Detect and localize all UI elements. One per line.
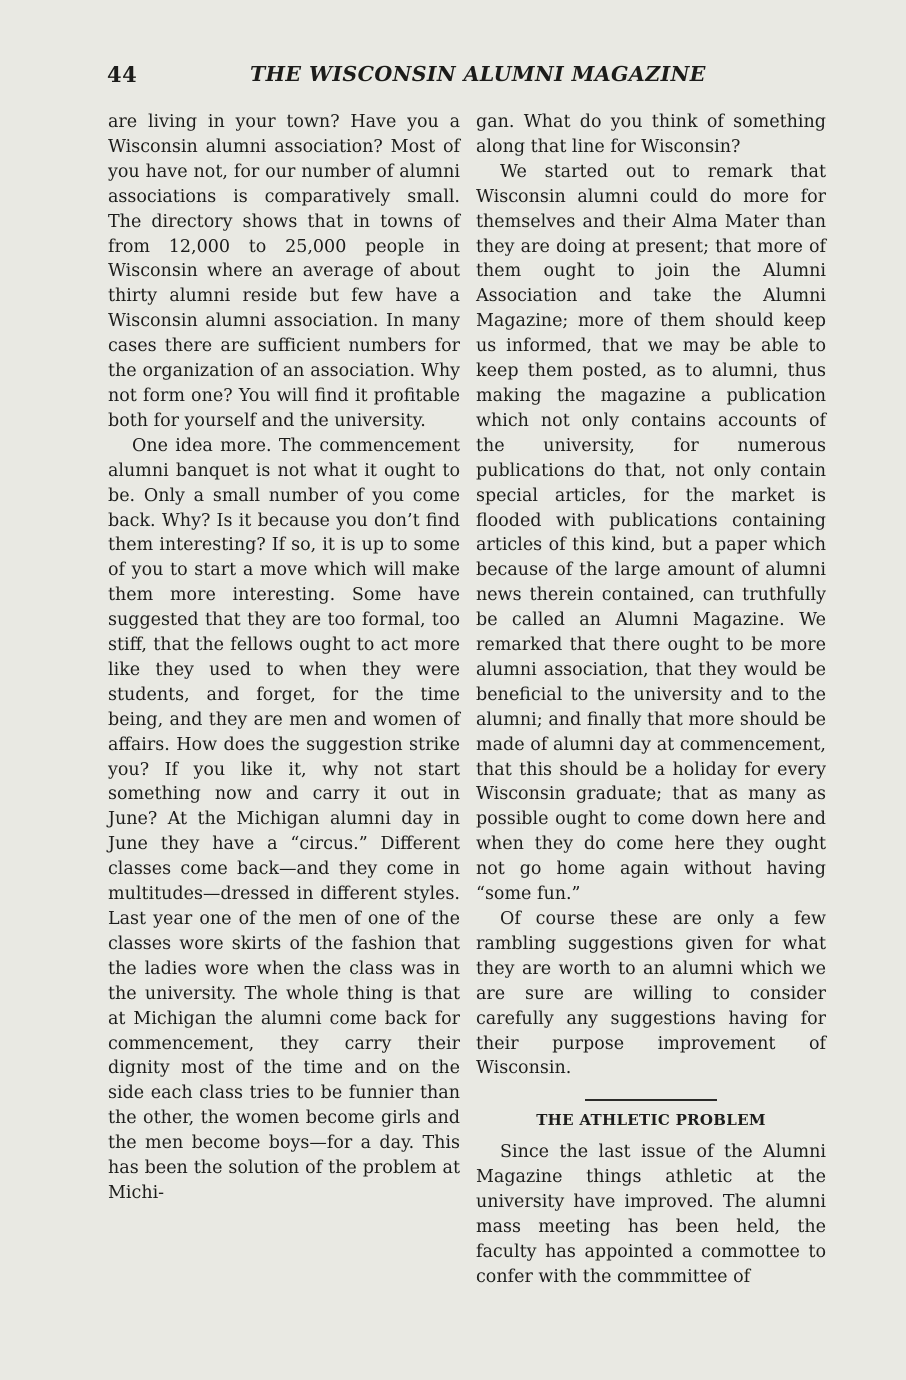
paragraph: Of course these are only a few rambling suggestions given for what they are worth to an alumni which we are sure are willing to consider carefully any suggestions having for their purpose improvement of Wisconsin.	[476, 909, 826, 1079]
paragraph: gan. What do you think of something along that line for Wisconsin?	[476, 112, 826, 157]
paragraph: are living in your town? Have you a Wisconsin alumni association? Most of you have not, for our number of alumni associations is comparatively small. The directory shows that in towns of from 12,000 to 25,000 people in Wisconsin where an average of about thirty alumni reside but few have a Wisconsin alumni association. In many cases there are sufficient numbers for the organization of an association. Why not form one? You will find it profitable both for yourself and the university.	[108, 112, 460, 431]
left-column	[108, 110, 460, 1206]
section-heading: THE ATHLETIC PROBLEM	[536, 1111, 766, 1130]
page-number: 44	[107, 62, 138, 87]
paragraph: We started out to remark that Wisconsin alumni could do more for themselves and their Alma Mater than they are doing at present; that more of them ought to join the Alumni Association and take the Alumni Magazine; more of them should keep us informed, that we may be able to keep them posted, as to alumni, thus making the magazine a publication which not only contains accounts of the university, for numerous publications do that, not only contain special articles, for the market is flooded with publications containing articles of this kind, but a paper which because of the large amount of alumni news therein contained, can truthfully be called an Alumni Magazine. We remarked that there ought to be more alumni association, that they would be beneficial to the university and to the alumni; and finally that more should be made of alumni day at commencement, that this should be a holiday for every Wisconsin graduate; that as many as possible ought to come down here and when they do come here they ought not go home again without having “some fun.”	[476, 161, 826, 905]
paragraph: One idea more. The commencement alumni banquet is not what it ought to be. Only a small number of you come back. Why? Is it because you don’t find them interesting? If so, it is up to some of you to start a move which will make them more interesting. Some have suggested that they are too formal, too stiff, that the fellows ought to act more like they used to when they were students, and forget, for the time being, and they are men and women of affairs. How does the suggestion strike you? If you like it, why not start something now and carry it out in June? At the Michigan alumni day in June they have a “circus.” Different classes come back—and they come in multitudes—dressed in different styles. Last year one of the men of one of the classes wore skirts of the fashion that the ladies wore when the class was in the university. The whole thing is that at Michigan the alumni come back for commencement, they carry their dignity most of the time and on the side each class tries to be funnier than the other, the women become girls and the men become boys—for a day. This has been the solution of the problem at Michi-	[108, 435, 460, 1203]
paragraph: Since the last issue of the Alumni Magazine things athletic at the university have improved. The alumni mass meeting has been held, the faculty has appointed a commottee to confer with the commmittee of	[476, 1142, 826, 1287]
running-head: THE WISCONSIN ALUMNI MAGAZINE	[250, 62, 706, 86]
right-column	[476, 110, 826, 1290]
section-divider	[585, 1099, 717, 1101]
